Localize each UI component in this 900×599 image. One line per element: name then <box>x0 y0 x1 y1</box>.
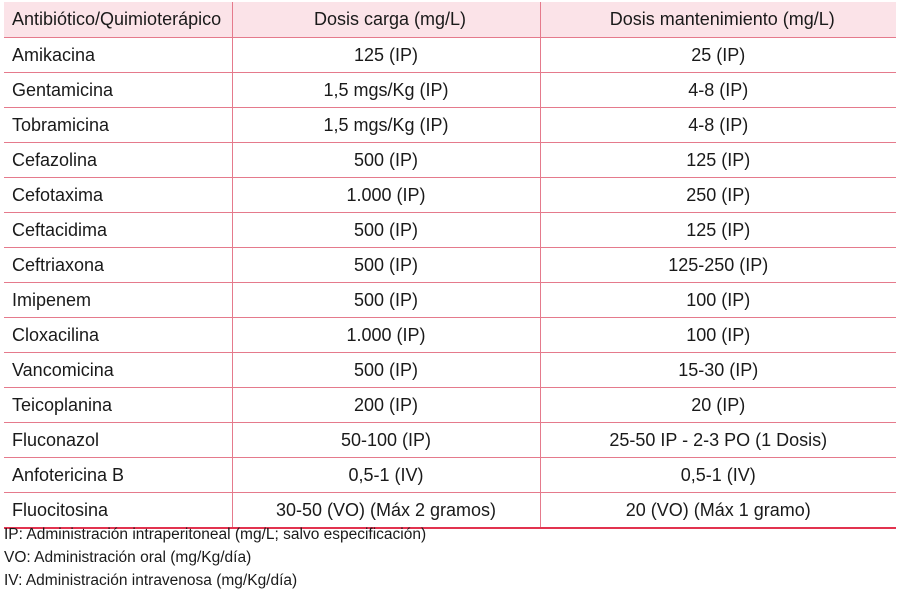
drug-name: Tobramicina <box>4 108 232 143</box>
drug-name: Cefotaxima <box>4 178 232 213</box>
maintenance-dose: 250 (IP) <box>540 178 896 213</box>
table-row <box>4 458 896 493</box>
loading-dose: 1,5 mgs/Kg (IP) <box>232 108 540 143</box>
maintenance-dose: 4-8 (IP) <box>540 108 896 143</box>
loading-dose: 50-100 (IP) <box>232 423 540 458</box>
loading-dose: 30-50 (VO) (Máx 2 gramos) <box>232 493 540 529</box>
drug-name: Fluocitosina <box>4 493 232 529</box>
loading-dose: 500 (IP) <box>232 143 540 178</box>
table-row <box>4 213 896 248</box>
drug-name: Anfotericina B <box>4 458 232 493</box>
table-row <box>4 283 896 318</box>
maintenance-dose: 125 (IP) <box>540 213 896 248</box>
header-drug: Antibiótico/Quimioterápico <box>4 2 232 38</box>
loading-dose: 1.000 (IP) <box>232 178 540 213</box>
drug-name: Cloxacilina <box>4 318 232 353</box>
drug-name: Ceftriaxona <box>4 248 232 283</box>
table-row <box>4 353 896 388</box>
maintenance-dose: 25-50 IP - 2-3 PO (1 Dosis) <box>540 423 896 458</box>
drug-name: Ceftacidima <box>4 213 232 248</box>
loading-dose: 500 (IP) <box>232 213 540 248</box>
drug-name: Fluconazol <box>4 423 232 458</box>
maintenance-dose: 25 (IP) <box>540 38 896 73</box>
table-body <box>4 38 896 529</box>
footnote-ip: IP: Administración intraperitoneal (mg/L; salvo especificación) <box>4 526 427 543</box>
drug-name: Gentamicina <box>4 73 232 108</box>
loading-dose: 200 (IP) <box>232 388 540 423</box>
table-row <box>4 143 896 178</box>
table-footnotes <box>4 523 426 592</box>
footnote-vo: VO: Administración oral (mg/Kg/día) <box>4 549 252 566</box>
drug-name: Imipenem <box>4 283 232 318</box>
loading-dose: 125 (IP) <box>232 38 540 73</box>
table-header <box>4 2 896 38</box>
drug-name: Cefazolina <box>4 143 232 178</box>
drug-name: Amikacina <box>4 38 232 73</box>
table-row <box>4 423 896 458</box>
loading-dose: 1,5 mgs/Kg (IP) <box>232 73 540 108</box>
table-row <box>4 178 896 213</box>
header-row <box>4 2 896 38</box>
header-maintenance-dose: Dosis mantenimiento (mg/L) <box>540 2 896 38</box>
table-row <box>4 248 896 283</box>
drug-name: Vancomicina <box>4 353 232 388</box>
maintenance-dose: 4-8 (IP) <box>540 73 896 108</box>
loading-dose: 500 (IP) <box>232 248 540 283</box>
drug-name: Teicoplanina <box>4 388 232 423</box>
loading-dose: 1.000 (IP) <box>232 318 540 353</box>
maintenance-dose: 125-250 (IP) <box>540 248 896 283</box>
table-row <box>4 388 896 423</box>
table-row <box>4 38 896 73</box>
maintenance-dose: 0,5-1 (IV) <box>540 458 896 493</box>
maintenance-dose: 20 (IP) <box>540 388 896 423</box>
loading-dose: 500 (IP) <box>232 353 540 388</box>
loading-dose: 500 (IP) <box>232 283 540 318</box>
footnote-iv: IV: Administración intravenosa (mg/Kg/día) <box>4 572 298 589</box>
dosage-table <box>4 2 896 529</box>
table-row <box>4 108 896 143</box>
maintenance-dose: 100 (IP) <box>540 318 896 353</box>
table-row <box>4 318 896 353</box>
maintenance-dose: 20 (VO) (Máx 1 gramo) <box>540 493 896 529</box>
header-loading-dose: Dosis carga (mg/L) <box>232 2 540 38</box>
maintenance-dose: 125 (IP) <box>540 143 896 178</box>
table-row <box>4 73 896 108</box>
loading-dose: 0,5-1 (IV) <box>232 458 540 493</box>
maintenance-dose: 15-30 (IP) <box>540 353 896 388</box>
maintenance-dose: 100 (IP) <box>540 283 896 318</box>
